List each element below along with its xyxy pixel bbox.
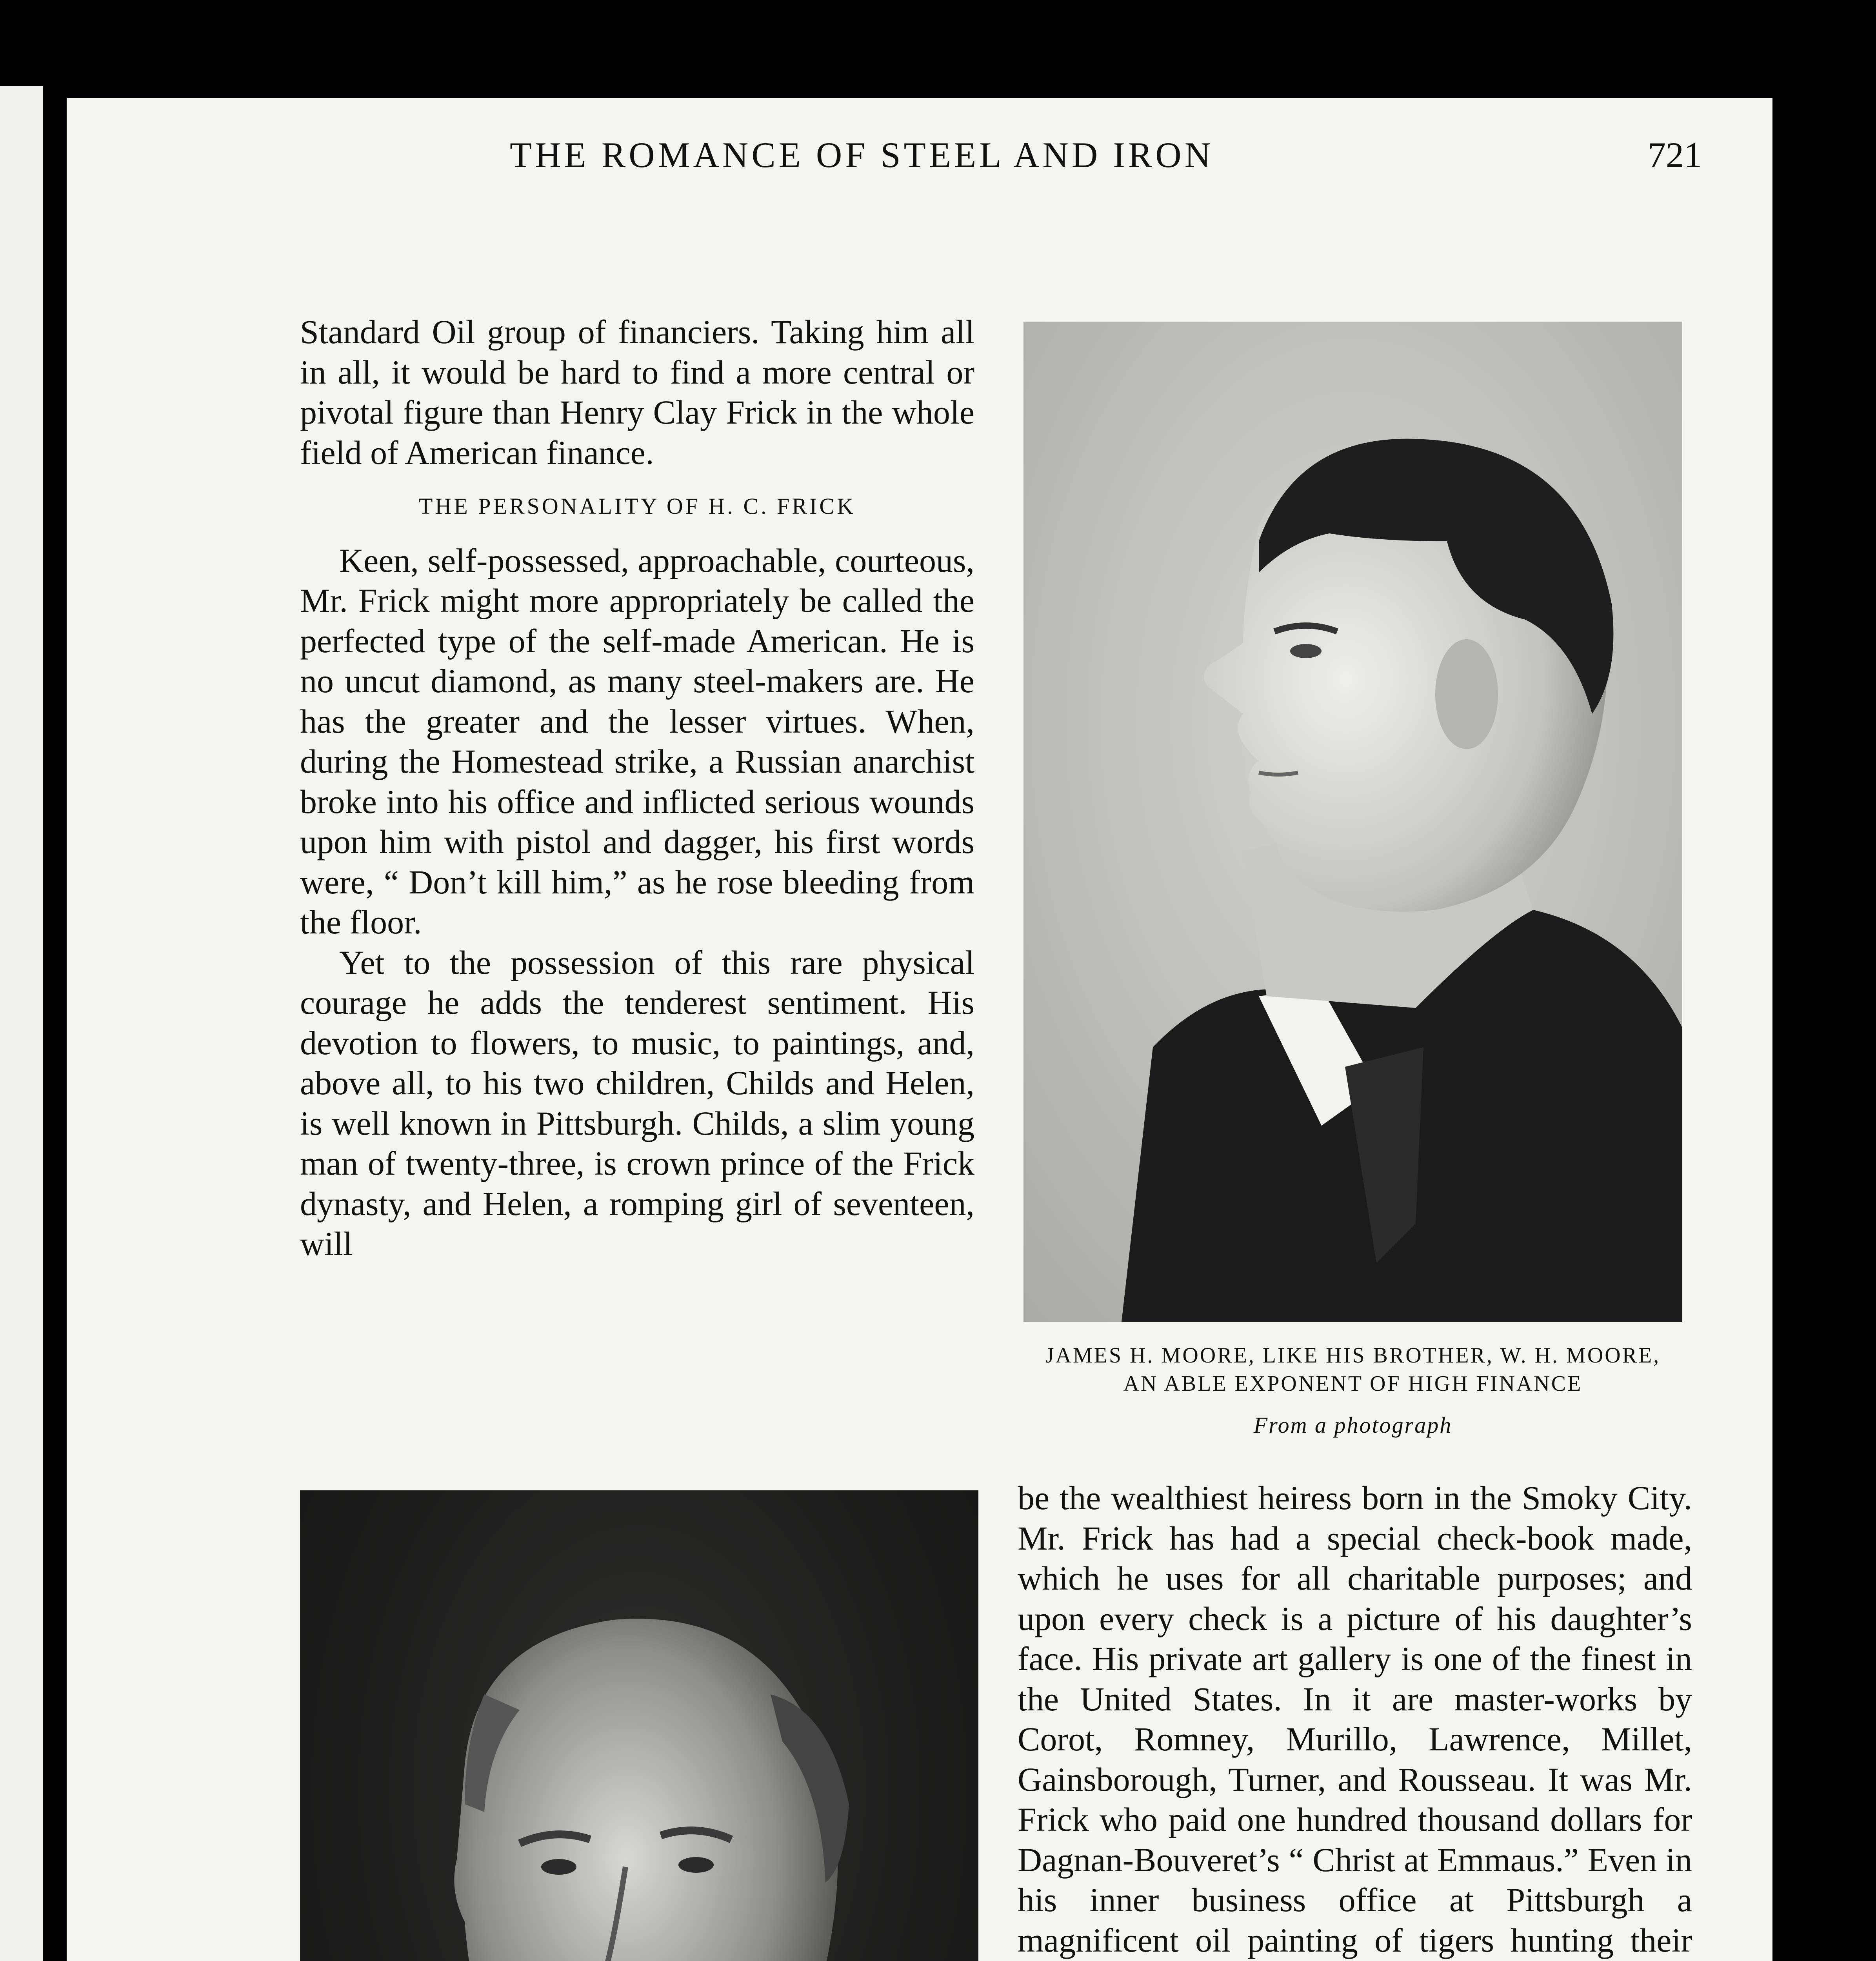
portrait-photo-roswell-flower: [300, 1490, 978, 1961]
photo-credit: From a photograph: [1253, 1412, 1452, 1438]
caption-line: JAMES H. MOORE, LIKE HIS BROTHER, W. H. MOORE,: [1045, 1343, 1661, 1368]
text-column-right: [1018, 1478, 1692, 1961]
text-column-left: [300, 312, 974, 1264]
paragraph: Standard Oil group of financiers. Taking him all in all, it would be hard to find a more central or pivotal figure than Henry Clay Frick in the whole field of American finance.: [300, 313, 974, 471]
facing-page-edge: [0, 86, 43, 1961]
paragraph: Keen, self-possessed, approachable, courteous, Mr. Frick might more appropriately be called the perfected type of the self-made American. He is no uncut diamond, as many steel-makers are. He has the greater and the lesser virtues. When, during the Homestead strike, a Russian anarchist broke into his office and inflicted serious wounds upon him with pistol and dagger, his first words were, “ Don’t kill him,” as he rose bleeding from the floor.: [300, 541, 974, 941]
portrait-photo-james-moore: [1023, 322, 1682, 1322]
paragraph: be the wealthiest heiress born in the Smoky City. Mr. Frick has had a special check-book made, which he uses for all charitable purposes; and upon every check is a picture of his daughter’s face. His private art gallery is one of the finest in the United States. In it are master-works by Corot, Romney, Murillo, Lawrence, Millet, Gainsborough, Turner, and Rousseau. It was Mr. Frick who paid one hundred thousand dollars for Dagnan-Bouveret’s “ Christ at Emmaus.” Even in his inner business office at Pittsburgh a magnificent oil painting of tigers hunting their: [1018, 1479, 1692, 1959]
caption-line: AN ABLE EXPONENT OF HIGH FINANCE: [1123, 1372, 1583, 1396]
section-subheading: THE PERSONALITY OF H. C. FRICK: [419, 493, 856, 519]
portrait-profile-image: [1023, 322, 1682, 1322]
figure-caption: [1004, 1341, 1702, 1398]
running-header: THE ROMANCE OF STEEL AND IRON: [510, 135, 1214, 175]
portrait-frontal-image: [300, 1490, 978, 1961]
page-number: 721: [1648, 135, 1702, 175]
paragraph: Yet to the possession of this rare physical courage he adds the tenderest sentiment. His devotion to flowers, to music, to paintings, and, above all, to his two children, Childs and Helen, is well known in Pittsburgh. Childs, a slim young man of twenty-three, is crown prince of the Frick dynasty, and Helen, a romping girl of seventeen, will: [300, 943, 974, 1262]
